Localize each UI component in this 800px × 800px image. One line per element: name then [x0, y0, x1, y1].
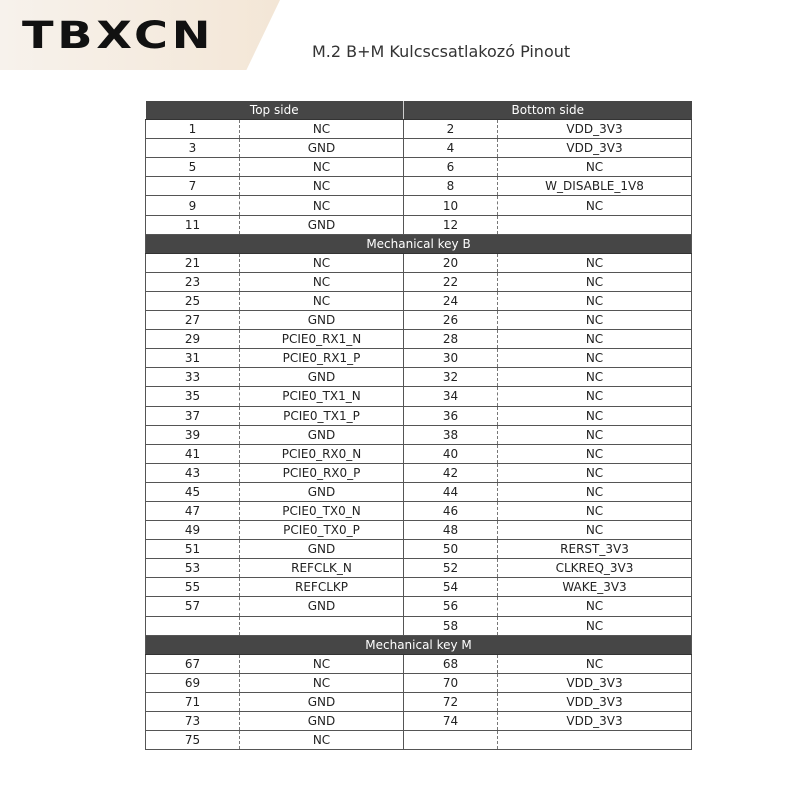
- bottom-pin-number: 6: [404, 158, 498, 177]
- top-pin-number: 73: [146, 712, 240, 731]
- bottom-signal: NC: [498, 387, 692, 406]
- top-pin-number: 43: [146, 463, 240, 482]
- top-pin-number: 67: [146, 654, 240, 673]
- bottom-pin-number: 12: [404, 215, 498, 234]
- table-row: [146, 482, 692, 501]
- top-signal: REFCLKP: [240, 578, 404, 597]
- bottom-pin-number: 10: [404, 196, 498, 215]
- top-signal: PCIE0_TX0_P: [240, 521, 404, 540]
- bottom-signal: NC: [498, 521, 692, 540]
- top-signal: PCIE0_RX1_P: [240, 349, 404, 368]
- bottom-signal: VDD_3V3: [498, 712, 692, 731]
- top-pin-number: 53: [146, 559, 240, 578]
- top-pin-number: 57: [146, 597, 240, 616]
- top-signal: GND: [240, 712, 404, 731]
- bottom-signal: VDD_3V3: [498, 673, 692, 692]
- bottom-signal: NC: [498, 425, 692, 444]
- top-pin-number: 47: [146, 501, 240, 520]
- top-signal: PCIE0_RX0_N: [240, 444, 404, 463]
- table-row: [146, 291, 692, 310]
- bottom-pin-number: 38: [404, 425, 498, 444]
- top-signal: GND: [240, 368, 404, 387]
- top-pin-number: 3: [146, 139, 240, 158]
- top-signal: NC: [240, 177, 404, 196]
- bottom-pin-number: 70: [404, 673, 498, 692]
- table-row: [146, 406, 692, 425]
- top-signal: PCIE0_TX1_P: [240, 406, 404, 425]
- bottom-signal: NC: [498, 654, 692, 673]
- top-pin-number: 23: [146, 272, 240, 291]
- section-title: Mechanical key B: [146, 234, 692, 253]
- top-signal: NC: [240, 158, 404, 177]
- bottom-pin-number: 2: [404, 120, 498, 139]
- top-pin-number: 9: [146, 196, 240, 215]
- bottom-signal: NC: [498, 196, 692, 215]
- bottom-pin-number: 8: [404, 177, 498, 196]
- top-pin-number: 45: [146, 482, 240, 501]
- pinout-table-body: [146, 120, 692, 750]
- bottom-signal: NC: [498, 482, 692, 501]
- top-pin-number: 49: [146, 521, 240, 540]
- bottom-pin-number: 36: [404, 406, 498, 425]
- bottom-signal: VDD_3V3: [498, 692, 692, 711]
- bottom-signal: RERST_3V3: [498, 540, 692, 559]
- page-title: M.2 B+M Kulcscsatlakozó Pinout: [312, 42, 571, 61]
- table-row: [146, 215, 692, 234]
- bottom-signal: NC: [498, 311, 692, 330]
- table-row: [146, 540, 692, 559]
- table-row: [146, 387, 692, 406]
- bottom-pin-number: 74: [404, 712, 498, 731]
- table-row: [146, 616, 692, 635]
- top-pin-number: 27: [146, 311, 240, 330]
- top-signal: PCIE0_TX1_N: [240, 387, 404, 406]
- bottom-signal: NC: [498, 501, 692, 520]
- table-row: [146, 311, 692, 330]
- bottom-pin-number: 34: [404, 387, 498, 406]
- top-signal: GND: [240, 692, 404, 711]
- section-title: Mechanical key M: [146, 635, 692, 654]
- table-row: [146, 158, 692, 177]
- bottom-signal: VDD_3V3: [498, 139, 692, 158]
- bottom-pin-number: 48: [404, 521, 498, 540]
- bottom-pin-number: 24: [404, 291, 498, 310]
- bottom-signal: NC: [498, 291, 692, 310]
- top-pin-number: 7: [146, 177, 240, 196]
- bottom-signal: W_DISABLE_1V8: [498, 177, 692, 196]
- bottom-signal: NC: [498, 444, 692, 463]
- bottom-pin-number: 58: [404, 616, 498, 635]
- table-row: [146, 692, 692, 711]
- top-pin-number: 75: [146, 731, 240, 750]
- section-header-row: [146, 234, 692, 253]
- top-pin-number: 25: [146, 291, 240, 310]
- top-signal: NC: [240, 253, 404, 272]
- top-signal: [240, 616, 404, 635]
- table-row: [146, 253, 692, 272]
- pinout-table: [145, 101, 692, 750]
- bottom-signal: VDD_3V3: [498, 120, 692, 139]
- bottom-signal: [498, 215, 692, 234]
- top-pin-number: 51: [146, 540, 240, 559]
- top-pin-number: 21: [146, 253, 240, 272]
- bottom-signal: NC: [498, 597, 692, 616]
- top-signal: GND: [240, 139, 404, 158]
- top-pin-number: 29: [146, 330, 240, 349]
- bottom-signal: NC: [498, 368, 692, 387]
- bottom-signal: NC: [498, 272, 692, 291]
- top-signal: REFCLK_N: [240, 559, 404, 578]
- top-signal: NC: [240, 196, 404, 215]
- top-signal: NC: [240, 120, 404, 139]
- section-header-row: [146, 635, 692, 654]
- top-pin-number: 1: [146, 120, 240, 139]
- top-signal: GND: [240, 482, 404, 501]
- bottom-signal: NC: [498, 406, 692, 425]
- bottom-pin-number: 32: [404, 368, 498, 387]
- top-pin-number: 33: [146, 368, 240, 387]
- table-row: [146, 196, 692, 215]
- bottom-signal: NC: [498, 349, 692, 368]
- top-pin-number: 11: [146, 215, 240, 234]
- table-row: [146, 444, 692, 463]
- table-row: [146, 731, 692, 750]
- top-signal: NC: [240, 731, 404, 750]
- bottom-pin-number: 52: [404, 559, 498, 578]
- top-signal: NC: [240, 654, 404, 673]
- table-header-row: [146, 101, 692, 120]
- bottom-pin-number: 30: [404, 349, 498, 368]
- table-row: [146, 654, 692, 673]
- table-row: [146, 559, 692, 578]
- bottom-signal: NC: [498, 330, 692, 349]
- top-pin-number: [146, 616, 240, 635]
- bottom-signal: CLKREQ_3V3: [498, 559, 692, 578]
- top-pin-number: 31: [146, 349, 240, 368]
- bottom-signal: [498, 731, 692, 750]
- bottom-pin-number: 40: [404, 444, 498, 463]
- bottom-pin-number: 22: [404, 272, 498, 291]
- table-row: [146, 521, 692, 540]
- top-signal: NC: [240, 272, 404, 291]
- table-row: [146, 425, 692, 444]
- table-row: [146, 597, 692, 616]
- table-row: [146, 368, 692, 387]
- bottom-pin-number: 4: [404, 139, 498, 158]
- bottom-pin-number: 20: [404, 253, 498, 272]
- table-row: [146, 501, 692, 520]
- header-bottom-side: Bottom side: [404, 101, 692, 120]
- bottom-signal: NC: [498, 463, 692, 482]
- table-row: [146, 177, 692, 196]
- table-row: [146, 272, 692, 291]
- bottom-signal: NC: [498, 616, 692, 635]
- bottom-pin-number: 44: [404, 482, 498, 501]
- bottom-signal: NC: [498, 158, 692, 177]
- top-signal: GND: [240, 540, 404, 559]
- bottom-pin-number: 28: [404, 330, 498, 349]
- bottom-pin-number: 42: [404, 463, 498, 482]
- top-pin-number: 69: [146, 673, 240, 692]
- bottom-signal: WAKE_3V3: [498, 578, 692, 597]
- top-pin-number: 35: [146, 387, 240, 406]
- bottom-pin-number: 46: [404, 501, 498, 520]
- bottom-pin-number: 50: [404, 540, 498, 559]
- table-row: [146, 120, 692, 139]
- bottom-pin-number: 68: [404, 654, 498, 673]
- table-row: [146, 712, 692, 731]
- bottom-pin-number: 26: [404, 311, 498, 330]
- table-row: [146, 330, 692, 349]
- top-pin-number: 55: [146, 578, 240, 597]
- bottom-pin-number: [404, 731, 498, 750]
- table-row: [146, 673, 692, 692]
- top-signal: GND: [240, 215, 404, 234]
- header-top-side: Top side: [146, 101, 404, 120]
- table-row: [146, 139, 692, 158]
- bottom-signal: NC: [498, 253, 692, 272]
- table-row: [146, 578, 692, 597]
- top-signal: PCIE0_RX1_N: [240, 330, 404, 349]
- top-pin-number: 41: [146, 444, 240, 463]
- brand-banner: [0, 0, 800, 70]
- top-pin-number: 39: [146, 425, 240, 444]
- top-pin-number: 71: [146, 692, 240, 711]
- top-pin-number: 37: [146, 406, 240, 425]
- bottom-pin-number: 72: [404, 692, 498, 711]
- top-signal: NC: [240, 673, 404, 692]
- table-row: [146, 349, 692, 368]
- top-signal: PCIE0_TX0_N: [240, 501, 404, 520]
- bottom-pin-number: 56: [404, 597, 498, 616]
- top-signal: GND: [240, 597, 404, 616]
- top-signal: NC: [240, 291, 404, 310]
- brand-logo: TBXCN: [22, 14, 215, 57]
- table-row: [146, 463, 692, 482]
- top-signal: GND: [240, 311, 404, 330]
- top-signal: PCIE0_RX0_P: [240, 463, 404, 482]
- top-pin-number: 5: [146, 158, 240, 177]
- bottom-pin-number: 54: [404, 578, 498, 597]
- top-signal: GND: [240, 425, 404, 444]
